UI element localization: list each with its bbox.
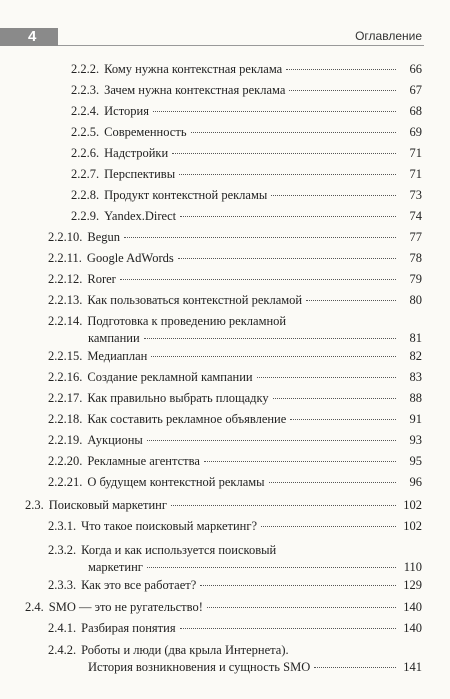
entry-number: 2.4.: [25, 600, 44, 614]
entry-title: Разбирая понятия: [81, 621, 176, 635]
entry-page-number: 96: [409, 475, 422, 489]
dot-leader: [153, 111, 396, 112]
entry-title: Подготовка к проведению рекламной: [87, 314, 287, 328]
entry-page-number: 88: [409, 391, 422, 405]
entry-page-number: 129: [403, 578, 422, 592]
entry-number: 2.3.1.: [48, 519, 77, 533]
toc-entry: [71, 187, 422, 204]
entry-number: 2.2.21.: [48, 475, 83, 489]
entry-page-number: 93: [409, 433, 422, 447]
entry-page-number: 95: [409, 454, 422, 468]
entry-page-number: 67: [409, 83, 422, 97]
entry-title: Что такое поисковый маркетинг?: [81, 519, 258, 533]
entry-title: Продукт контекстной рекламы: [104, 188, 268, 202]
entry-number: 2.2.16.: [48, 370, 83, 384]
dot-leader: [151, 356, 396, 357]
toc-entry: [48, 577, 422, 594]
entry-page-number: 140: [403, 621, 422, 635]
entry-title: Как составить рекламное объявление: [87, 412, 287, 426]
dot-leader: [261, 526, 396, 527]
entry-title: Как это все работает?: [81, 578, 197, 592]
entry-number: 2.2.8.: [71, 188, 100, 202]
dot-leader: [273, 398, 396, 399]
dot-leader: [178, 258, 396, 259]
entry-number: 2.4.1.: [48, 621, 77, 635]
toc-entry: [48, 348, 422, 365]
entry-number: 2.2.15.: [48, 349, 83, 363]
entry-number: 2.3.3.: [48, 578, 77, 592]
dot-leader: [204, 461, 396, 462]
entry-page-number: 140: [403, 600, 422, 614]
entry-page-number: 141: [403, 660, 422, 674]
page-number: 4: [0, 28, 58, 46]
toc-entry: [71, 166, 422, 183]
toc-entry: [48, 313, 422, 347]
dot-leader: [269, 482, 396, 483]
toc-entry: [25, 599, 422, 616]
dot-leader: [124, 237, 396, 238]
entry-page-number: 82: [409, 349, 422, 363]
toc-entry: [71, 61, 422, 78]
toc-entry: [48, 229, 422, 246]
entry-page-number: 73: [409, 188, 422, 202]
entry-page-number: 71: [409, 167, 422, 181]
entry-page-number: 91: [409, 412, 422, 426]
entry-title: Yandex.Direct: [104, 209, 177, 223]
dot-leader: [179, 174, 396, 175]
toc-entry: [48, 432, 422, 449]
entry-number: 2.2.10.: [48, 230, 83, 244]
toc-entry: [48, 292, 422, 309]
entry-number: 2.2.11.: [48, 251, 82, 265]
entry-title: Rorer: [87, 272, 116, 286]
toc-entry: [71, 103, 422, 120]
entry-page-number: 69: [409, 125, 422, 139]
entry-page-number: 77: [409, 230, 422, 244]
entry-title: История: [104, 104, 149, 118]
dot-leader: [306, 300, 396, 301]
entry-title: Перспективы: [104, 167, 176, 181]
entry-page-number: 79: [409, 272, 422, 286]
entry-title: Как пользоваться контекстной рекламой: [87, 293, 303, 307]
dot-leader: [207, 607, 396, 608]
entry-number: 2.2.18.: [48, 412, 83, 426]
entry-title: Аукционы: [87, 433, 143, 447]
dot-leader: [289, 90, 396, 91]
entry-title: Поисковый маркетинг: [48, 498, 167, 512]
toc-entry: [71, 82, 422, 99]
entry-number: 2.2.7.: [71, 167, 100, 181]
dot-leader: [200, 585, 396, 586]
entry-number: 2.3.2.: [48, 543, 77, 557]
toc-entry: [48, 453, 422, 470]
entry-title: Роботы и люди (два крыла Интернета).: [81, 643, 289, 657]
toc-entry: [71, 124, 422, 141]
toc-entry: [48, 620, 422, 637]
dot-leader: [144, 338, 396, 339]
entry-title: О будущем контекстной рекламы: [87, 475, 265, 489]
entry-title: SMO — это не ругательство!: [48, 600, 203, 614]
entry-page-number: 80: [409, 293, 422, 307]
toc-entry: [48, 390, 422, 407]
entry-number: 2.2.17.: [48, 391, 83, 405]
dot-leader: [191, 132, 396, 133]
toc-entry: [48, 474, 422, 491]
entry-number: 2.2.20.: [48, 454, 83, 468]
toc-entry: [48, 542, 422, 576]
dot-leader: [171, 505, 396, 506]
entry-number: 2.2.4.: [71, 104, 100, 118]
toc-entry: [48, 642, 422, 676]
entry-page-number: 68: [409, 104, 422, 118]
entry-number: 2.2.9.: [71, 209, 100, 223]
entry-title: Google AdWords: [86, 251, 174, 265]
entry-title: Как правильно выбрать площадку: [87, 391, 269, 405]
section-title: Оглавление: [355, 29, 422, 43]
dot-leader: [147, 440, 396, 441]
toc-entry: [48, 411, 422, 428]
entry-title: Кому нужна контекстная реклама: [104, 62, 283, 76]
entry-number: 2.2.5.: [71, 125, 100, 139]
dot-leader: [314, 667, 396, 668]
entry-page-number: 78: [409, 251, 422, 265]
dot-leader: [120, 279, 396, 280]
dot-leader: [180, 216, 396, 217]
toc-entry: [71, 208, 422, 225]
dot-leader: [147, 567, 396, 568]
dot-leader: [180, 628, 396, 629]
entry-title: Создание рекламной кампании: [87, 370, 253, 384]
entry-title: Begun: [87, 230, 121, 244]
toc-entry: [48, 271, 422, 288]
toc-entry: [25, 497, 422, 514]
entry-title-continuation: История возникновения и сущность SMO: [88, 660, 311, 674]
toc-entry: [48, 369, 422, 386]
entry-page-number: 66: [409, 62, 422, 76]
entry-page-number: 74: [409, 209, 422, 223]
entry-number: 2.4.2.: [48, 643, 77, 657]
entry-page-number: 83: [409, 370, 422, 384]
entry-page-number: 102: [403, 519, 422, 533]
entry-page-number: 81: [409, 331, 422, 345]
dot-leader: [286, 69, 396, 70]
dot-leader: [172, 153, 396, 154]
entry-title: Зачем нужна контекстная реклама: [104, 83, 286, 97]
dot-leader: [290, 419, 396, 420]
entry-page-number: 71: [409, 146, 422, 160]
entry-title-continuation: кампании: [88, 331, 140, 345]
entry-number: 2.2.2.: [71, 62, 100, 76]
entry-title: Медиаплан: [87, 349, 148, 363]
entry-page-number: 110: [403, 560, 422, 574]
entry-number: 2.2.19.: [48, 433, 83, 447]
entry-number: 2.2.6.: [71, 146, 100, 160]
toc-entry: [48, 518, 422, 535]
dot-leader: [257, 377, 396, 378]
entry-page-number: 102: [403, 498, 422, 512]
entry-number: 2.2.14.: [48, 314, 83, 328]
dot-leader: [271, 195, 396, 196]
entry-number: 2.2.13.: [48, 293, 83, 307]
toc-entry: [48, 250, 422, 267]
entry-title: Когда и как используется поисковый: [81, 543, 277, 557]
toc-entry: [71, 145, 422, 162]
entry-number: 2.2.3.: [71, 83, 100, 97]
entry-number: 2.3.: [25, 498, 44, 512]
entry-title-continuation: маркетинг: [88, 560, 143, 574]
entry-title: Рекламные агентства: [87, 454, 200, 468]
entry-number: 2.2.12.: [48, 272, 83, 286]
entry-title: Надстройки: [104, 146, 169, 160]
entry-title: Современность: [104, 125, 187, 139]
